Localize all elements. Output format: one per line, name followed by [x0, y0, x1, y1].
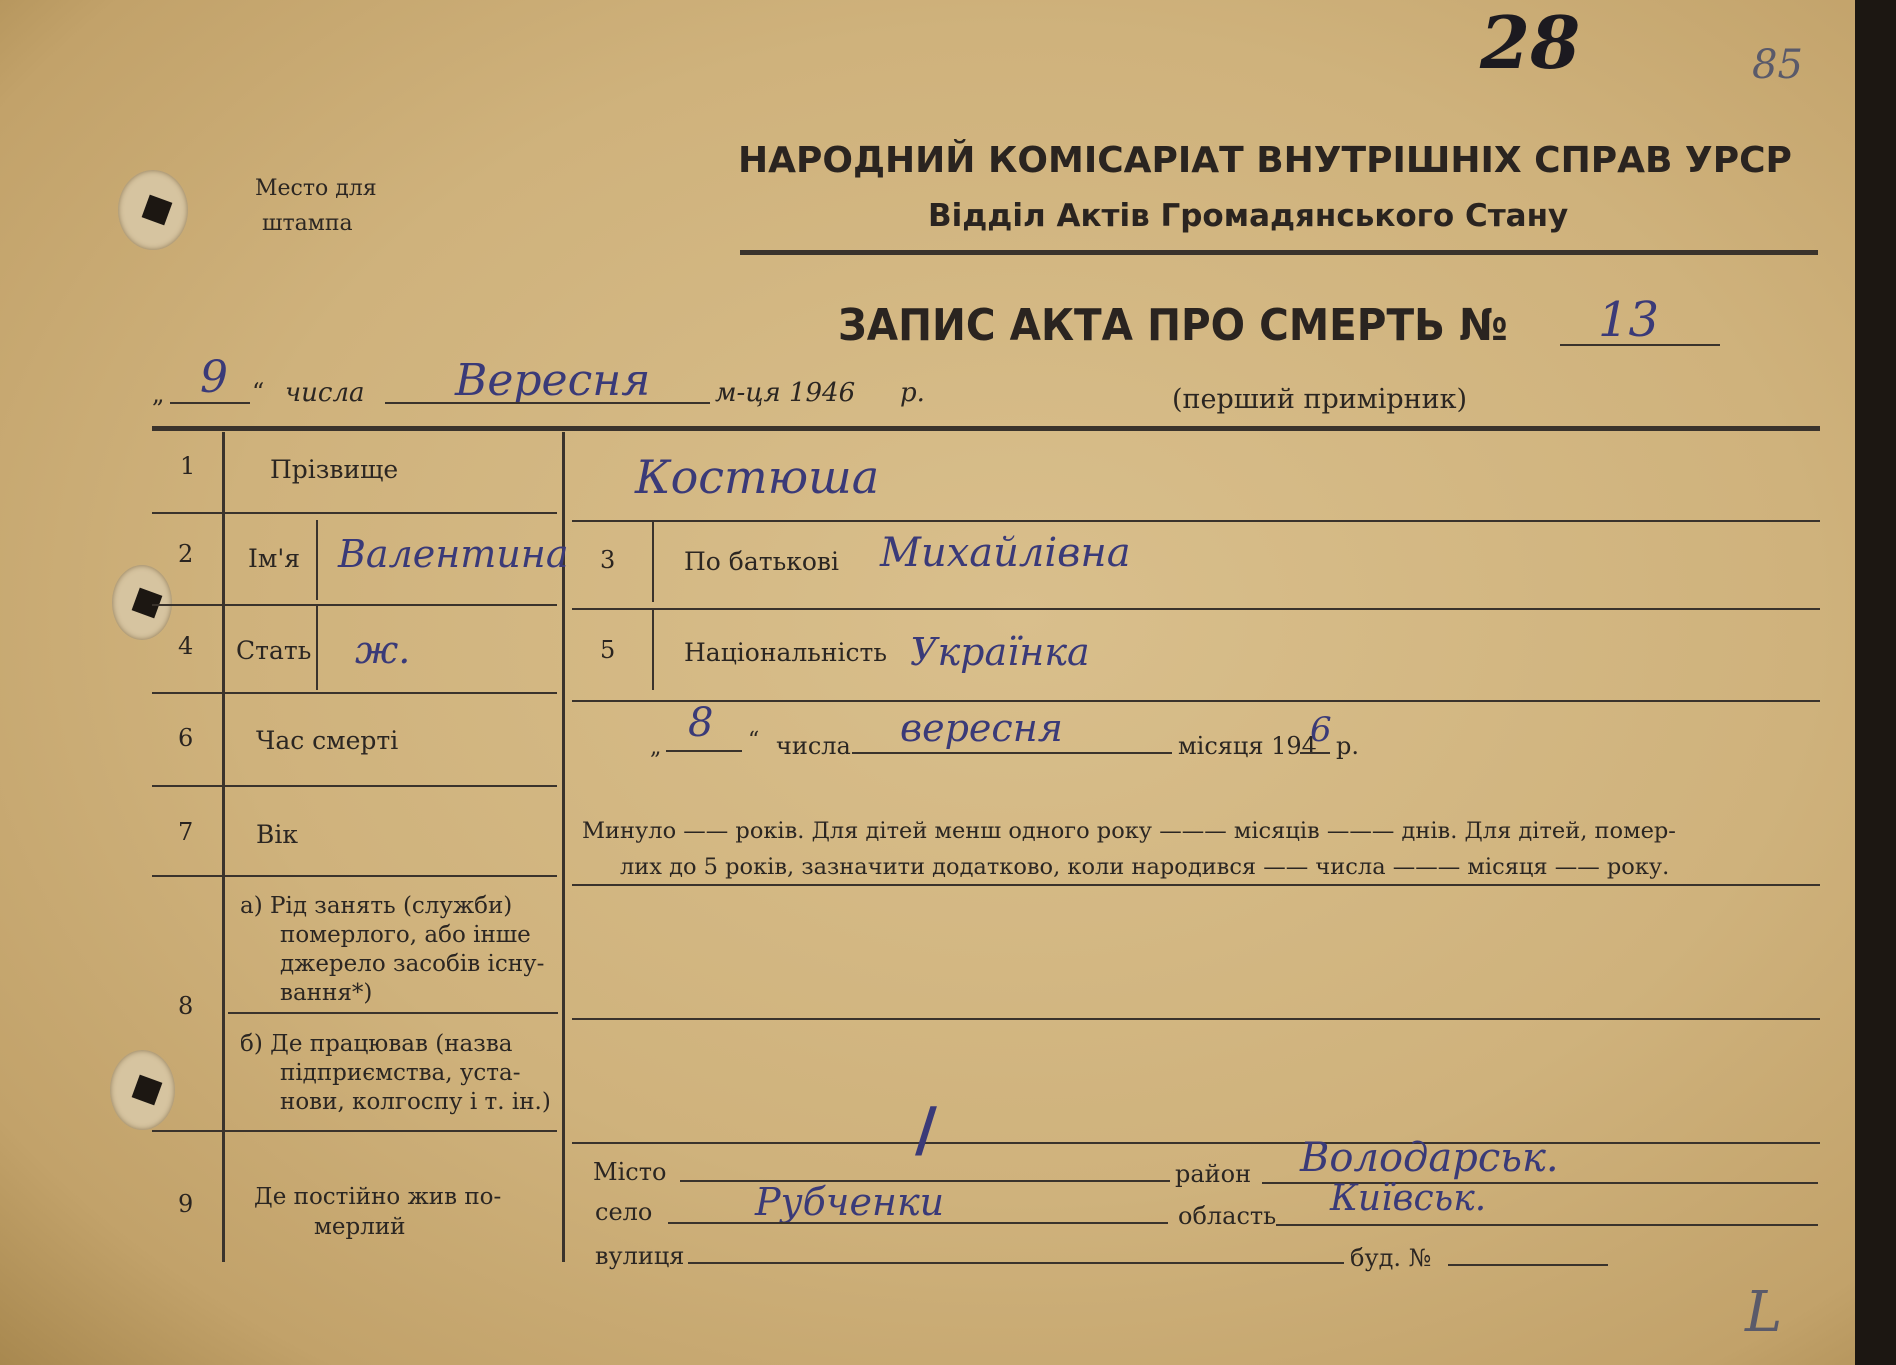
- nationality-value: Українка: [910, 630, 1090, 674]
- village-label: село: [595, 1198, 653, 1226]
- death-month: вересня: [900, 706, 1063, 750]
- patronymic-value: Михайлівна: [880, 530, 1131, 576]
- bottom-mark: L: [1745, 1280, 1783, 1345]
- age-label: Вік: [256, 820, 298, 849]
- record-day: 9: [200, 352, 228, 403]
- death-record-form: 28 85 L Место для штампа НАРОДНИЙ КОМІСАРІАТ ВНУТРІШНІХ СПРАВ УРСР Відділ Актів Громадянського Стану ЗАПИС АКТА ПРО СМЕРТЬ № 13 „ 9 “ числа Вересня м-ця 1946 р. (перший примірник) 1 Прізвище Костюша 2 Ім'я Валентина 3 По батькові Михайлівна 4 Стать ж. 5 Національність Українка 6 Час смерті „ 8 “ числа вересня місяця 194 6 р. 7 Вік Минуло —— років. Для дітей менш одного року ——— місяців ——— днів. Для дітей, помер- лих до 5 років, зазначити додатково, коли народився —— числа ——— місяця —— року. 8 а) Рід занять (служби) померлого, або інше джерело засобів існу- вання*) б) Де працював (назва підприємства, уста- нови, колгоспу і т. ін.) / 9 Де постійно жив по- мерлий Місто район Володарськ. село Рубченки область Київськ. вулиця буд. №: [0, 0, 1855, 1365]
- street-label: вулиця: [595, 1242, 685, 1270]
- death-month-label: місяця 194: [1178, 732, 1317, 760]
- surname-value: Костюша: [635, 450, 880, 504]
- department-title: Відділ Актів Громадянського Стану: [928, 198, 1569, 234]
- nationality-label: Національність: [684, 638, 887, 667]
- sex-label: Стать: [236, 636, 312, 665]
- city-label: Місто: [593, 1158, 667, 1186]
- death-day-label: числа: [776, 732, 851, 760]
- copy-label: (перший примірник): [1172, 384, 1468, 415]
- workplace-mark: /: [915, 1095, 937, 1165]
- stamp-place-line1: Место для: [255, 176, 377, 201]
- stamp-place-line2: штампа: [262, 211, 353, 236]
- background-edge: [1855, 0, 1896, 1365]
- region-value: Київськ.: [1330, 1178, 1487, 1219]
- record-month: Вересня: [455, 355, 651, 406]
- surname-label: Прізвище: [270, 455, 399, 484]
- record-day-label: числа: [285, 378, 365, 408]
- punch-hole-top: [118, 170, 188, 250]
- punch-hole-middle: [112, 565, 172, 640]
- death-day: 8: [688, 700, 714, 746]
- residence-label: Де постійно жив по- мерлий: [254, 1184, 502, 1240]
- punch-hole-bottom: [110, 1050, 175, 1130]
- page-number: 85: [1752, 42, 1803, 88]
- district-label: район: [1175, 1160, 1252, 1188]
- header-rule: [740, 250, 1818, 255]
- house-label: буд. №: [1350, 1244, 1432, 1272]
- district-value: Володарськ.: [1300, 1135, 1559, 1181]
- first-name-value: Валентина: [338, 532, 569, 576]
- date-rule: [152, 426, 1820, 431]
- record-number: 13: [1598, 292, 1660, 348]
- region-label: область: [1178, 1202, 1277, 1230]
- occupation-label: а) Рід занять (служби) померлого, або інше джерело засобів існу- вання*): [240, 893, 545, 1006]
- death-year-digit: 6: [1310, 710, 1332, 750]
- record-title: ЗАПИС АКТА ПРО СМЕРТЬ №: [838, 300, 1508, 351]
- village-value: Рубченки: [755, 1180, 945, 1224]
- ministry-title: НАРОДНИЙ КОМІСАРІАТ ВНУТРІШНІХ СПРАВ УРСР: [738, 140, 1792, 181]
- age-line2: лих до 5 років, зазначити додатково, коли народився —— числа ——— місяця —— року.: [620, 854, 1670, 880]
- sex-value: ж.: [355, 628, 411, 672]
- record-month-label: м-ця 1946: [715, 378, 856, 408]
- archive-number: 28: [1480, 0, 1581, 85]
- patronymic-label: По батькові: [684, 547, 839, 576]
- first-name-label: Ім'я: [248, 544, 300, 573]
- age-line1: Минуло —— років. Для дітей менш одного року ——— місяців ——— днів. Для дітей, помер-: [582, 818, 1676, 844]
- workplace-label: б) Де працював (назва підприємства, уста- нови, колгоспу і т. ін.): [240, 1031, 551, 1115]
- death-time-label: Час смерті: [256, 726, 399, 755]
